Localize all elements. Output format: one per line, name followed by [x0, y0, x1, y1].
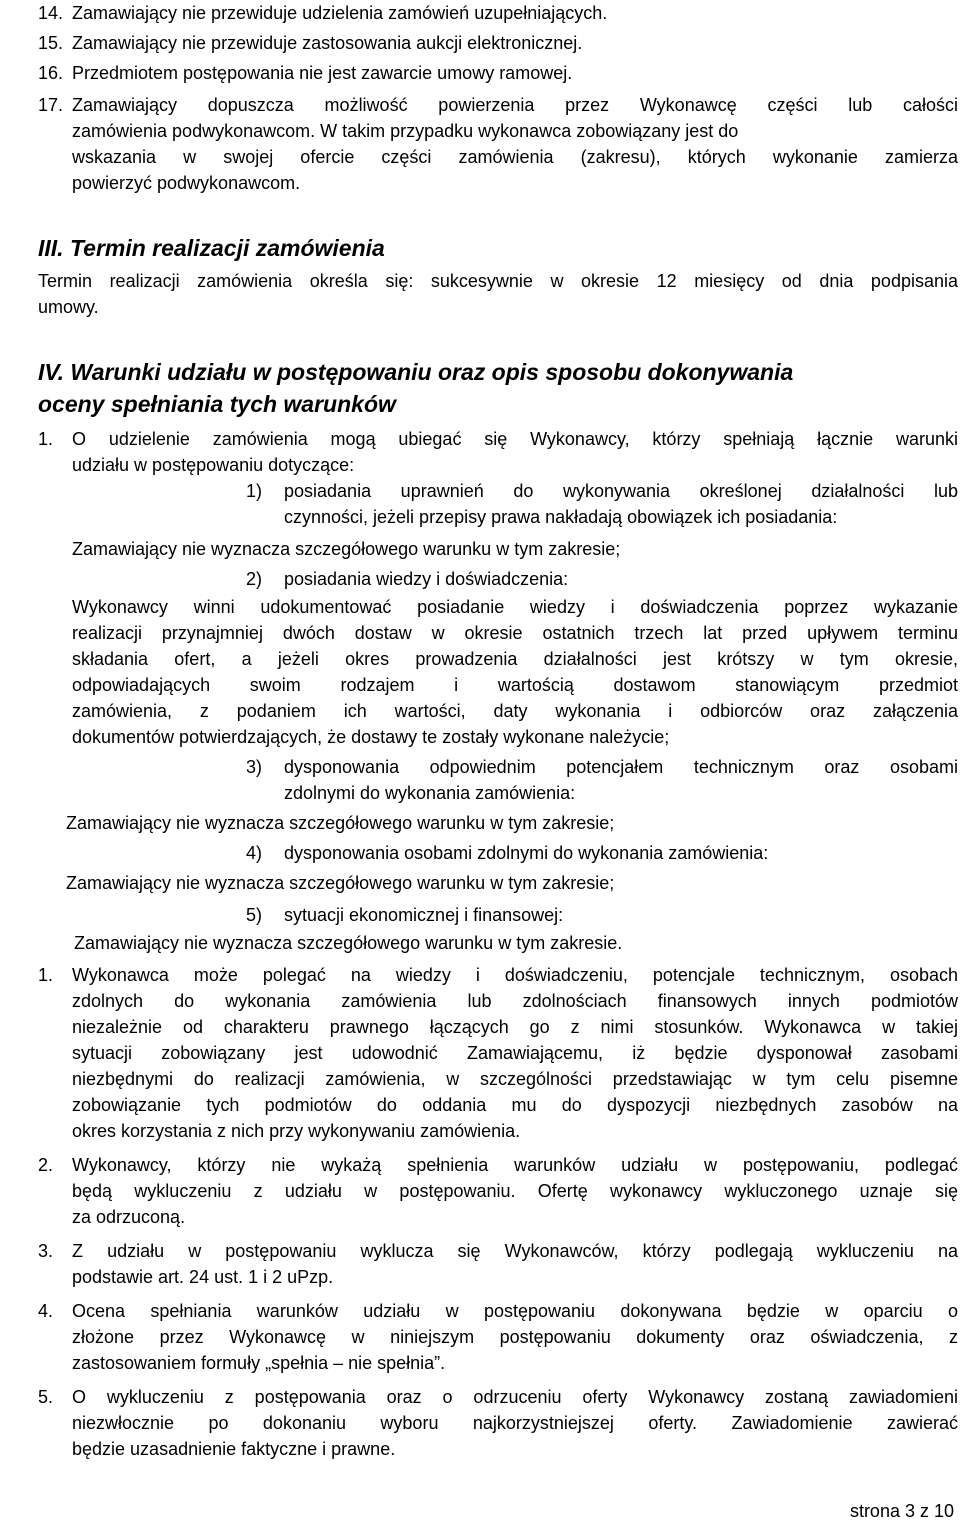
- condition-answer: Zamawiający nie wyznacza szczegółowego warunku w tym zakresie;: [72, 539, 621, 559]
- list-item-text: Zamawiający nie przewiduje udzielenia zamówień uzupełniających.: [72, 3, 608, 23]
- list-item-text: Zamawiający nie przewiduje zastosowania aukcji elektronicznej.: [72, 33, 583, 53]
- condition-answer: Zamawiający nie wyznacza szczegółowego warunku w tym zakresie;: [66, 813, 615, 833]
- list-item-text: sytuacji zobowiązany jest udowodnić Zamawiającemu, iż będzie dysponował zasobami: [72, 1043, 958, 1063]
- list-item-text: Wykonawcy, którzy nie wykażą spełnienia warunków udziału w postępowaniu, podlegać: [72, 1155, 958, 1175]
- list-item-text: Zamawiający dopuszcza możliwość powierzenia przez Wykonawcę części lub całości: [72, 95, 958, 115]
- list-item-text: niezwłocznie po dokonaniu wyboru najkorzystniejszej oferty. Zawiadomienie zawierać: [72, 1413, 958, 1433]
- paragraph-line: Termin realizacji zamówienia określa się: sukcesywnie w okresie 12 miesięcy od dnia podpisania: [38, 271, 958, 291]
- condition-text: posiadania uprawnień do wykonywania określonej działalności lub: [284, 481, 958, 501]
- condition-answer: odpowiadających swoim rodzajem i wartością dostawom stanowiącym przedmiot: [72, 675, 958, 695]
- list-item-text: będzie uzasadnienie faktyczne i prawne.: [72, 1439, 396, 1459]
- list-item-text: Z udziału w postępowaniu wyklucza się Wykonawców, którzy podlegają wykluczeniu na: [72, 1241, 958, 1261]
- condition-text: zdolnymi do wykonania zamówienia:: [284, 783, 576, 803]
- condition-text: dysponowania osobami zdolnymi do wykonania zamówienia:: [284, 843, 769, 863]
- list-number: 5.: [38, 1387, 54, 1407]
- section-heading: oceny spełniania tych warunków: [38, 391, 396, 417]
- condition-answer: Zamawiający nie wyznacza szczegółowego warunku w tym zakresie;: [66, 873, 615, 893]
- list-number: 1.: [38, 429, 54, 449]
- condition-answer: zamówienia, z podaniem ich wartości, daty wykonania i odbiorców oraz załączenia: [72, 701, 958, 721]
- list-number: 14.: [38, 3, 64, 23]
- list-item-text: złożone przez Wykonawcę w niniejszym postępowaniu dokumenty oraz oświadczenia, z: [72, 1327, 958, 1347]
- paragraph-line: O udzielenie zamówienia mogą ubiegać się Wykonawcy, którzy spełniają łącznie warunki: [72, 429, 958, 449]
- list-item-text: zobowiązanie tych podmiotów do oddania mu do dyspozycji niezbędnych zasobów na: [72, 1095, 958, 1115]
- list-number: 2.: [38, 1155, 54, 1175]
- list-item-text: będą wykluczeniu z udziału w postępowaniu. Ofertę wykonawcy wykluczonego uznaje się: [72, 1181, 958, 1201]
- list-item-text: niezależnie od charakteru prawnego łączących go z nimi stosunków. Wykonawca w takiej: [72, 1017, 958, 1037]
- list-item-text: wskazania w swojej ofercie części zamówienia (zakresu), których wykonanie zamierza: [72, 147, 958, 167]
- condition-text: sytuacji ekonomicznej i finansowej:: [284, 905, 564, 925]
- list-item-text: Przedmiotem postępowania nie jest zawarcie umowy ramowej.: [72, 63, 573, 83]
- list-item-text: okres korzystania z nich przy wykonywaniu zamówienia.: [72, 1121, 521, 1141]
- list-item-text: O wykluczeniu z postępowania oraz o odrzuceniu oferty Wykonawcy zostaną zawiadomieni: [72, 1387, 958, 1407]
- list-number: 15.: [38, 33, 64, 53]
- condition-answer: realizacji przynajmniej dwóch dostaw w okresie ostatnich trzech lat przed upływem terminu: [72, 623, 958, 643]
- list-item-text: zamówienia podwykonawcom. W takim przypadku wykonawca zobowiązany jest do: [72, 121, 739, 141]
- list-number: 17.: [38, 95, 64, 115]
- condition-number: 5): [246, 905, 263, 925]
- condition-number: 3): [246, 757, 263, 777]
- list-number: 16.: [38, 63, 64, 83]
- condition-number: 2): [246, 569, 263, 589]
- condition-answer: dokumentów potwierdzających, że dostawy te zostały wykonane należycie;: [72, 727, 670, 747]
- list-item-text: zastosowaniem formuły „spełnia – nie spełnia”.: [72, 1353, 446, 1373]
- condition-number: 1): [246, 481, 263, 501]
- page-number: strona 3 z 10: [849, 1501, 954, 1521]
- condition-number: 4): [246, 843, 263, 863]
- list-number: 3.: [38, 1241, 54, 1261]
- list-item-text: za odrzuconą.: [72, 1207, 186, 1227]
- condition-answer: Wykonawcy winni udokumentować posiadanie wiedzy i doświadczenia poprzez wykazanie: [72, 597, 958, 617]
- condition-text: posiadania wiedzy i doświadczenia:: [284, 569, 569, 589]
- condition-text: czynności, jeżeli przepisy prawa nakładają obowiązek ich posiadania:: [284, 507, 838, 527]
- list-item-text: Ocena spełniania warunków udziału w postępowaniu dokonywana będzie w oparciu o: [72, 1301, 958, 1321]
- condition-answer: składania ofert, a jeżeli okres prowadzenia działalności jest krótszy w tym okresie,: [72, 649, 958, 669]
- list-item-text: niezbędnymi do realizacji zamówienia, w szczególności przedstawiając w tym celu pisemne: [72, 1069, 958, 1089]
- paragraph-line: udziału w postępowaniu dotyczące:: [72, 455, 355, 475]
- list-item-text: powierzyć podwykonawcom.: [72, 173, 301, 193]
- paragraph-line: umowy.: [38, 297, 99, 317]
- list-item-text: Wykonawca może polegać na wiedzy i doświadczeniu, potencjale technicznym, osobach: [72, 965, 958, 985]
- condition-answer: Zamawiający nie wyznacza szczegółowego warunku w tym zakresie.: [74, 933, 623, 953]
- list-number: 4.: [38, 1301, 54, 1321]
- section-heading: III. Termin realizacji zamówienia: [38, 235, 385, 261]
- list-item-text: podstawie art. 24 ust. 1 i 2 uPzp.: [72, 1267, 334, 1287]
- list-number: 1.: [38, 965, 54, 985]
- list-item-text: zdolnych do wykonania zamówienia lub zdolnościach finansowych innych podmiotów: [72, 991, 958, 1011]
- condition-text: dysponowania odpowiednim potencjałem technicznym oraz osobami: [284, 757, 958, 777]
- section-heading: IV. Warunki udziału w postępowaniu oraz opis sposobu dokonywania: [38, 359, 794, 385]
